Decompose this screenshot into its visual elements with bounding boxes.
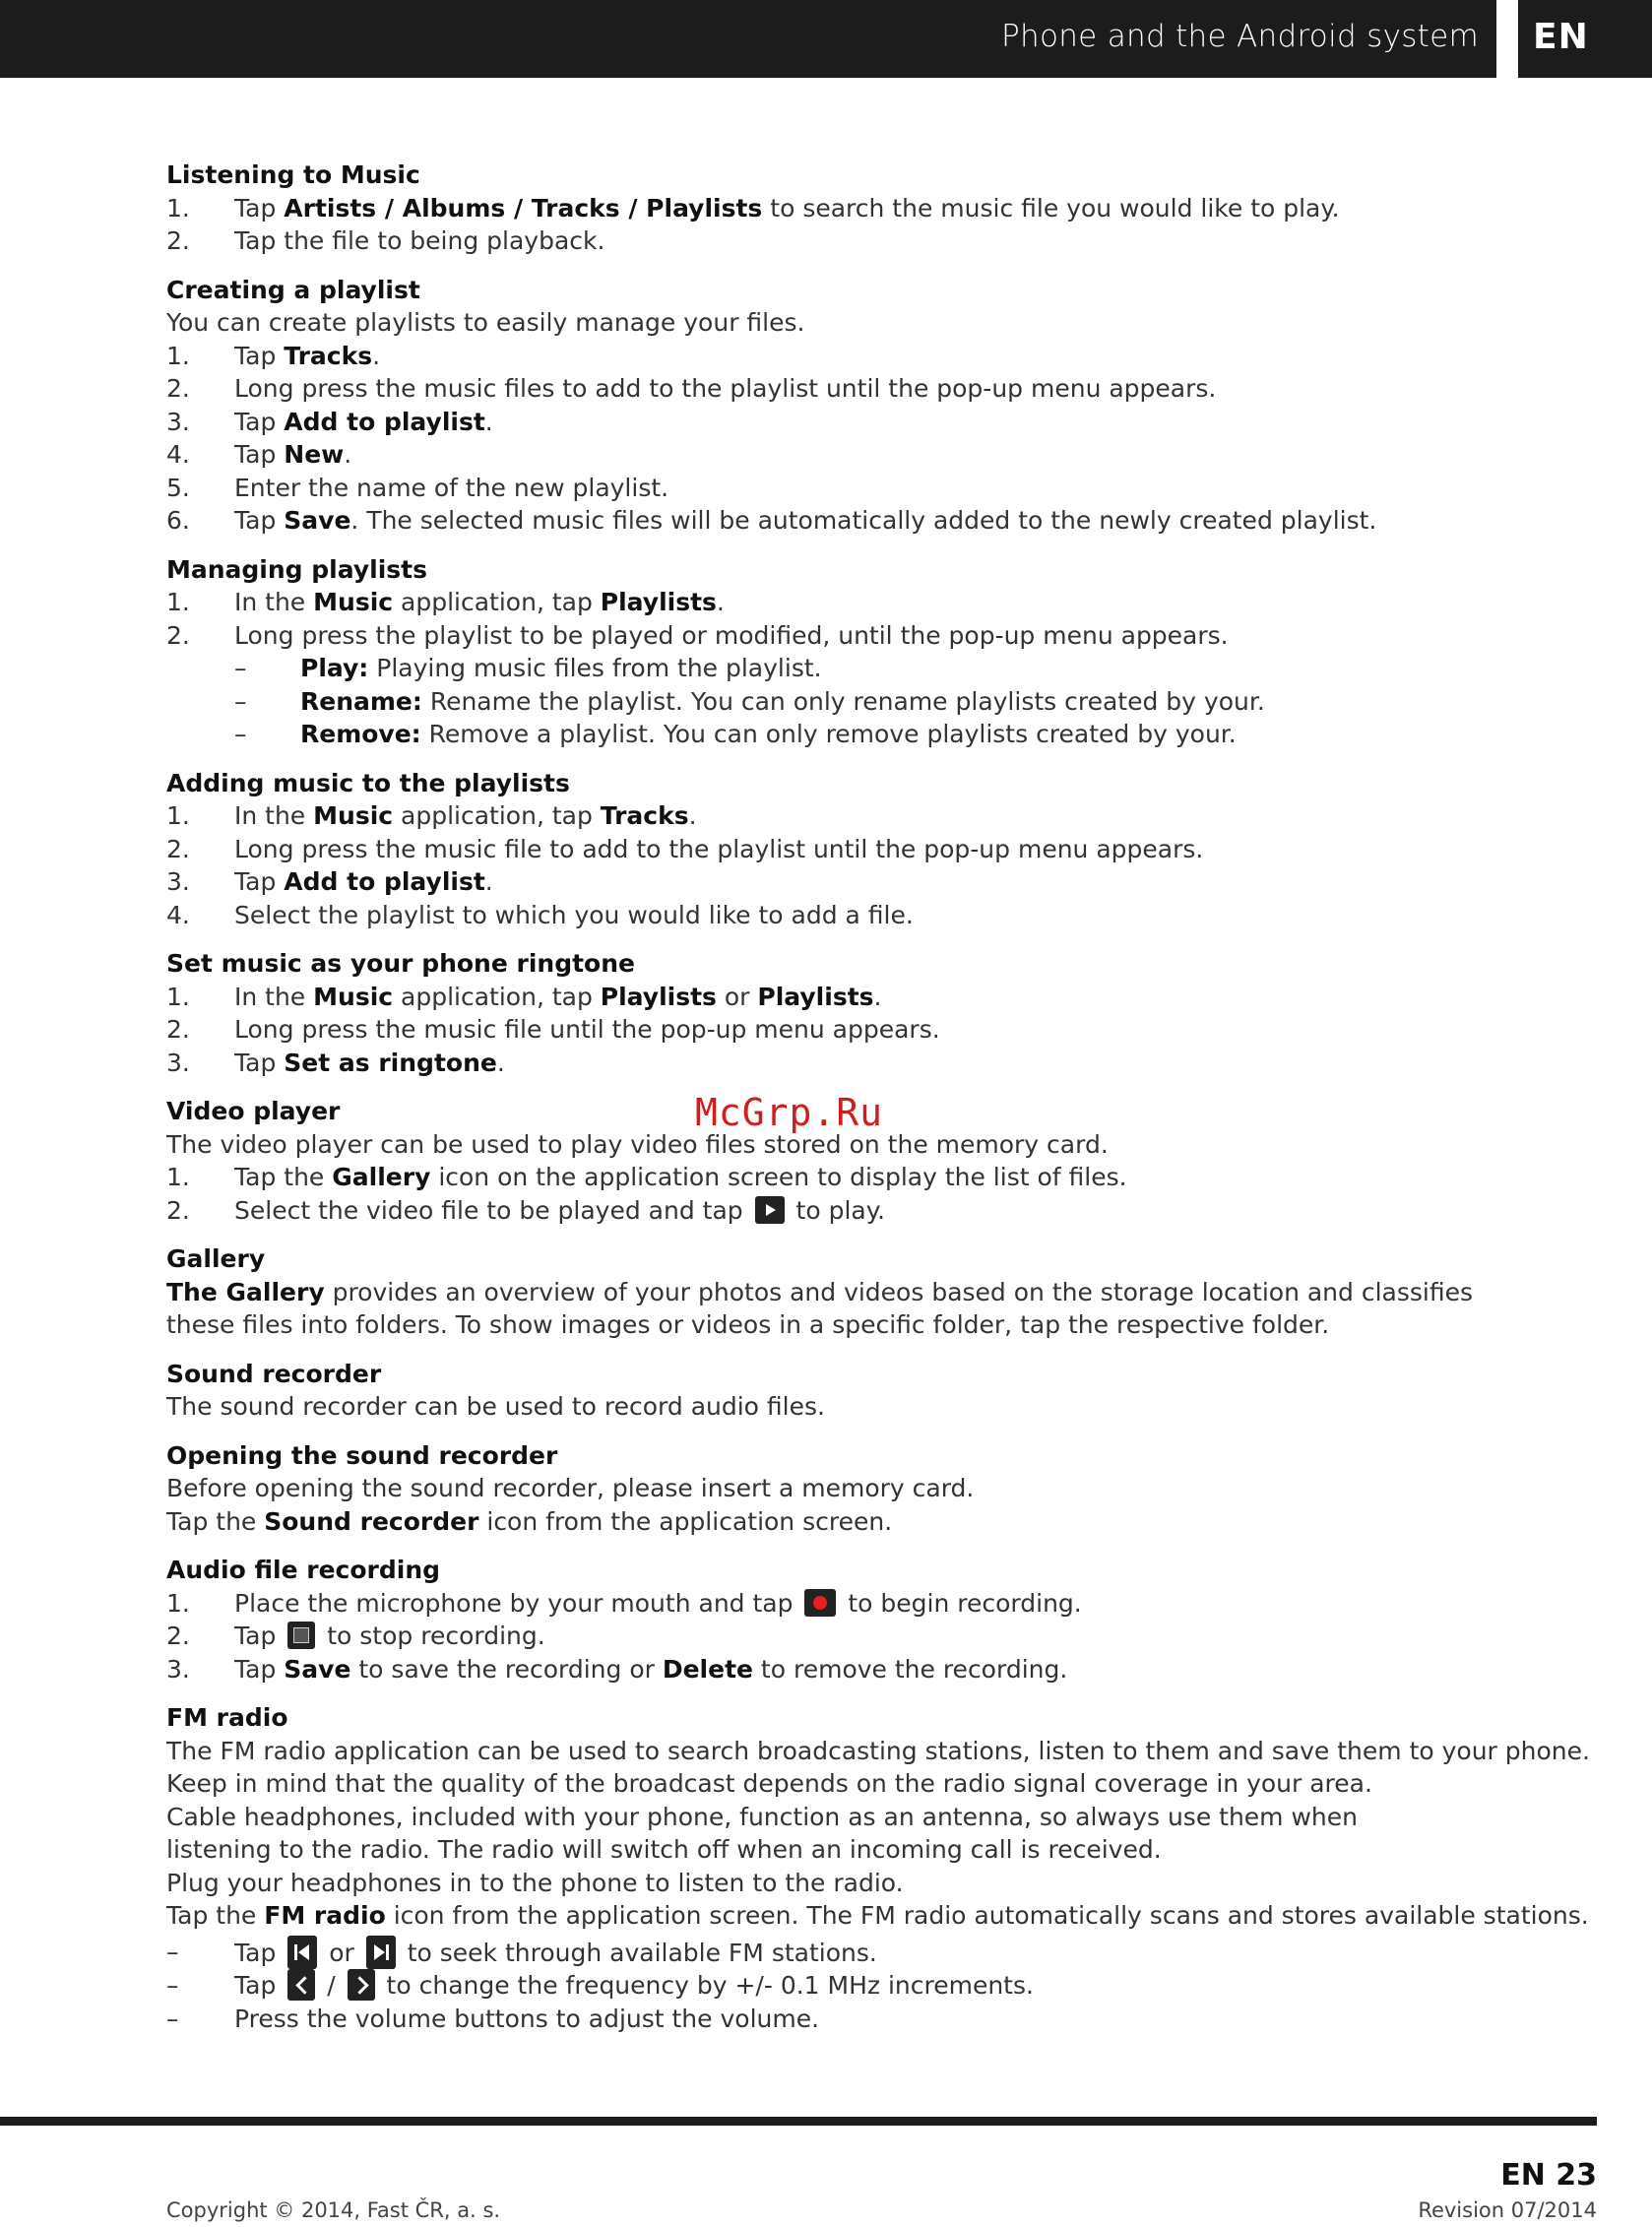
text: Tap — [234, 1622, 285, 1650]
text: . — [372, 341, 381, 370]
text: icon on the application screen to display the list of files. — [430, 1163, 1127, 1191]
text: to seek through available FM stations. — [399, 1938, 877, 1967]
text: Tap the — [166, 1506, 265, 1536]
section-opening-recorder — [166, 1439, 1486, 1539]
item-number: 2. — [166, 1622, 190, 1650]
text: / — [319, 1971, 344, 2000]
page-number: EN 23 — [1500, 2158, 1597, 2193]
text: Select the video file to be played and tap — [234, 1195, 751, 1225]
item-number: 1. — [166, 1588, 190, 1618]
text: . — [716, 588, 725, 616]
bold-text: Add to playlist — [284, 407, 485, 436]
text: Playing music files from the playlist. — [368, 654, 822, 682]
section-heading: FM radio — [166, 1703, 288, 1732]
text: . — [484, 867, 493, 896]
bold-text: Save — [284, 1654, 351, 1684]
list-item — [166, 438, 1486, 472]
text: Long press the music file to add to the playlist until the pop-up menu appears. — [234, 834, 1204, 863]
text: to search the music file you would like to play. — [762, 193, 1340, 223]
item-number: 4. — [166, 440, 190, 469]
text: Rename the playlist. You can only rename playlists created by your. — [421, 686, 1265, 716]
paragraph: Before opening the sound recorder, please insert a memory card. — [166, 1474, 975, 1502]
item-number: 2. — [166, 1195, 190, 1225]
text: Tap — [234, 407, 285, 436]
skip-previous-icon — [287, 1936, 317, 1969]
item-number: 2. — [166, 226, 190, 255]
list-item — [166, 833, 1486, 866]
text: Tap — [234, 1971, 285, 2000]
section-heading: Video player — [166, 1097, 341, 1125]
list-item — [166, 1587, 1486, 1621]
section-fm-radio — [166, 1701, 1590, 2035]
bold-text: Tracks — [284, 341, 373, 370]
paragraph — [166, 1899, 1589, 1933]
paragraph: Keep in mind that the quality of the broadcast depends on the radio signal coverage in your area. — [166, 1769, 1372, 1798]
dash: – — [166, 1971, 179, 2000]
bold-text: Artists / Albums / Tracks / Playlists — [284, 193, 763, 223]
text: Tap — [234, 193, 285, 223]
list-item — [166, 799, 1486, 833]
text: In the — [234, 588, 314, 616]
sub-list-item — [166, 685, 1486, 719]
text: Tap — [234, 867, 285, 896]
section-sound-recorder — [166, 1358, 1486, 1424]
text: . The selected music files will be automatically added to the newly created playlist. — [350, 506, 1377, 535]
list-item — [166, 406, 1486, 439]
bold-text: Music — [313, 588, 394, 616]
item-number: 1. — [166, 341, 190, 370]
item-number: 2. — [166, 620, 190, 650]
list-item — [166, 981, 1486, 1014]
bold-text: Gallery — [332, 1163, 431, 1191]
skip-next-icon — [366, 1936, 396, 1969]
stop-icon — [287, 1622, 315, 1649]
paragraph — [166, 1276, 1486, 1342]
text: In the — [234, 982, 314, 1011]
text: Tap the file to being playback. — [234, 226, 605, 255]
text: or — [321, 1938, 362, 1967]
text: to play. — [788, 1195, 885, 1225]
bold-text: Save — [284, 506, 351, 535]
dash: – — [234, 654, 247, 682]
item-number: 1. — [166, 1163, 190, 1191]
text: Long press the music files to add to the playlist until the pop-up menu appears. — [234, 374, 1217, 403]
text: Tap — [234, 506, 285, 535]
text: Long press the playlist to be played or modified, until the pop-up menu appears. — [234, 620, 1229, 650]
list-item — [166, 899, 1486, 932]
item-number: 2. — [166, 834, 190, 863]
item-number: 1. — [166, 801, 190, 830]
dash: – — [234, 686, 247, 716]
record-icon — [804, 1589, 836, 1617]
paragraph: The sound recorder can be used to record audio files. — [166, 1392, 825, 1421]
bold-text: Set as ringtone — [284, 1048, 497, 1077]
list-item — [166, 472, 1486, 505]
text: Tap — [234, 341, 285, 370]
list-item — [166, 1161, 1486, 1194]
dash-list-item — [166, 1936, 1486, 1970]
item-number: 3. — [166, 1048, 190, 1077]
bold-text: Add to playlist — [284, 867, 485, 896]
dash: – — [234, 720, 247, 748]
text: . — [344, 440, 352, 469]
list-item — [166, 372, 1486, 406]
paragraph: Plug your headphones in to the phone to listen to the radio. — [166, 1868, 904, 1897]
section-heading: Gallery — [166, 1244, 266, 1273]
bold-text: Sound recorder — [264, 1506, 479, 1536]
section-listening-to-music — [166, 159, 1486, 258]
text: to stop recording. — [319, 1622, 545, 1650]
section-heading: Set music as your phone ringtone — [166, 949, 635, 978]
text: provides an overview of your photos and videos based on the storage location and classifies these files into folders. To show images or videos in a specific folder, tap the respective folder. — [166, 1277, 1473, 1339]
list-item — [166, 586, 1486, 619]
text: . — [688, 801, 697, 830]
bold-text: Tracks — [600, 801, 689, 830]
paragraph: You can create playlists to easily manage your files. — [166, 308, 805, 337]
bold-text: New — [284, 440, 345, 469]
text: to save the recording or — [350, 1654, 663, 1684]
list-item — [166, 224, 1486, 258]
text: . — [873, 982, 882, 1011]
watermark: McGrp.Ru — [695, 1091, 884, 1134]
item-number: 2. — [166, 1015, 190, 1044]
section-heading: Creating a playlist — [166, 275, 420, 304]
sub-list-item — [166, 718, 1486, 751]
bold-text: The Gallery — [166, 1277, 325, 1306]
item-number: 1. — [166, 588, 190, 616]
play-icon — [755, 1196, 785, 1224]
sub-list-item — [166, 652, 1486, 685]
text: to begin recording. — [840, 1588, 1082, 1618]
list-item — [166, 504, 1486, 538]
bold-text: Play: — [300, 654, 369, 682]
text: or — [716, 982, 758, 1011]
section-heading: Listening to Music — [166, 160, 420, 189]
header-title: Phone and the Android system — [1001, 19, 1479, 54]
paragraph: Cable headphones, included with your phone, function as an antenna, so always use them when listening to the radio. The radio will switch off when an incoming call is received. — [166, 1802, 1358, 1864]
item-number: 5. — [166, 473, 190, 502]
text: application, tap — [393, 588, 601, 616]
section-set-ringtone — [166, 947, 1486, 1079]
text: Tap — [234, 1938, 285, 1967]
page-content — [166, 159, 1590, 2051]
text: icon from the application screen. The FM radio automatically scans and stores available stations. — [385, 1901, 1589, 1930]
chevron-right-icon — [348, 1969, 375, 2001]
text: application, tap — [393, 801, 601, 830]
item-number: 4. — [166, 900, 190, 929]
section-gallery — [166, 1242, 1486, 1342]
list-item — [166, 192, 1486, 225]
item-number: 2. — [166, 374, 190, 403]
copyright: Copyright © 2014, Fast ČR, a. s. — [166, 2198, 501, 2222]
section-heading: Audio file recording — [166, 1556, 441, 1584]
section-creating-playlist — [166, 274, 1486, 538]
section-managing-playlists — [166, 553, 1486, 751]
text: Tap the — [234, 1163, 333, 1191]
section-adding-music — [166, 767, 1486, 932]
text: Select the playlist to which you would like to add a file. — [234, 900, 914, 929]
text: Place the microphone by your mouth and tap — [234, 1588, 801, 1618]
bold-text: FM radio — [264, 1901, 386, 1930]
list-item — [166, 1620, 1486, 1653]
dash-list-item — [166, 2003, 1486, 2036]
bold-text: Rename: — [300, 686, 422, 716]
list-item — [166, 1653, 1486, 1686]
paragraph — [166, 1505, 1486, 1539]
footer-rule — [0, 2117, 1597, 2126]
text: Enter the name of the new playlist. — [234, 473, 669, 502]
list-item — [166, 340, 1486, 373]
text: to change the frequency by +/- 0.1 MHz increments. — [378, 1971, 1034, 2000]
text: Press the volume buttons to adjust the volume. — [234, 2004, 820, 2033]
list-item — [166, 1013, 1486, 1047]
paragraph: The video player can be used to play video files stored on the memory card. — [166, 1129, 1109, 1159]
list-item — [166, 619, 1486, 653]
text: Tap — [234, 440, 285, 469]
section-heading: Adding music to the playlists — [166, 768, 570, 797]
item-number: 1. — [166, 982, 190, 1011]
text: . — [496, 1048, 505, 1077]
text: In the — [234, 801, 314, 830]
list-item — [166, 865, 1486, 899]
text: icon from the application screen. — [478, 1506, 893, 1536]
section-heading: Sound recorder — [166, 1359, 382, 1388]
section-heading: Opening the sound recorder — [166, 1440, 558, 1470]
list-item — [166, 1047, 1486, 1080]
text: Tap the — [166, 1901, 265, 1930]
bold-text: Music — [313, 801, 394, 830]
text: to remove the recording. — [752, 1654, 1068, 1684]
bold-text: Playlists — [600, 588, 717, 616]
item-number: 6. — [166, 506, 190, 535]
text: Remove a playlist. You can only remove playlists created by your. — [420, 720, 1237, 748]
bold-text: Music — [313, 982, 394, 1011]
bold-text: Playlists — [600, 982, 717, 1011]
text: . — [484, 407, 493, 436]
bold-text: Remove: — [300, 720, 421, 748]
text: Long press the music file until the pop-up menu appears. — [234, 1015, 940, 1044]
list-item — [166, 1194, 1486, 1228]
paragraph: The FM radio application can be used to search broadcasting stations, listen to them and save them to your phone. — [166, 1736, 1590, 1765]
bold-text: Playlists — [757, 982, 874, 1011]
revision: Revision 07/2014 — [1418, 2198, 1597, 2222]
text: Tap — [234, 1048, 285, 1077]
item-number: 3. — [166, 407, 190, 436]
text: application, tap — [393, 982, 601, 1011]
section-heading: Managing playlists — [166, 554, 427, 584]
text: Tap — [234, 1654, 285, 1684]
dash-list-item — [166, 1969, 1486, 2003]
section-audio-recording — [166, 1554, 1486, 1686]
language-badge — [1518, 0, 1652, 78]
dash: – — [166, 1937, 179, 1966]
item-number: 1. — [166, 193, 190, 223]
header-bar — [0, 0, 1496, 78]
item-number: 3. — [166, 1654, 190, 1684]
bold-text: Delete — [662, 1654, 753, 1684]
section-video-player — [166, 1095, 1486, 1227]
language-code: EN — [1533, 17, 1589, 57]
item-number: 3. — [166, 867, 190, 896]
dash: – — [166, 2004, 179, 2033]
chevron-left-icon — [287, 1969, 315, 2001]
